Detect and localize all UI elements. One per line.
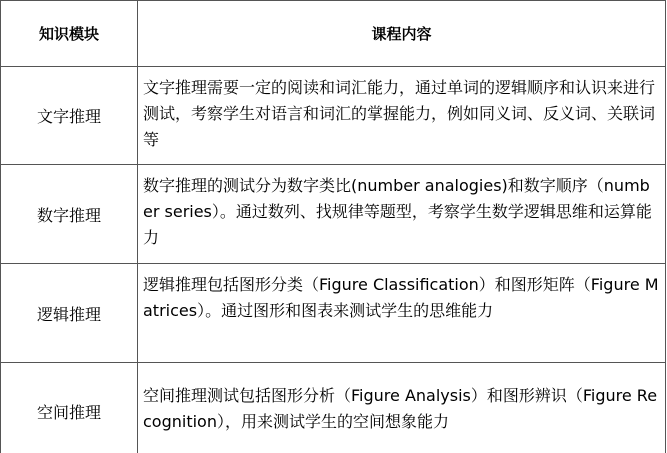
table-header-row [1,1,666,67]
table-row [1,363,666,453]
table-row [1,67,666,165]
header-knowledge-module: 知识模块 [1,1,138,67]
content-cell: 空间推理测试包括图形分析（Figure Analysis）和图形辨识（Figure Recognition），用来测试学生的空间想象能力 [138,363,666,453]
module-cell: 文字推理 [1,67,138,165]
module-cell: 逻辑推理 [1,264,138,363]
header-course-content: 课程内容 [138,1,666,67]
content-cell: 逻辑推理包括图形分类（Figure Classification）和图形矩阵（Figure Matrices）。通过图形和图表来测试学生的思维能力 [138,264,666,363]
module-cell: 数字推理 [1,165,138,264]
content-cell: 文字推理需要一定的阅读和词汇能力，通过单词的逻辑顺序和认识来进行测试，考察学生对语言和词汇的掌握能力，例如同义词、反义词、关联词等 [138,67,666,165]
module-cell: 空间推理 [1,363,138,453]
table-row [1,165,666,264]
content-cell: 数字推理的测试分为数字类比(number analogies)和数字顺序（number series）。通过数列、找规律等题型，考察学生数学逻辑思维和运算能力 [138,165,666,264]
table-row [1,264,666,363]
